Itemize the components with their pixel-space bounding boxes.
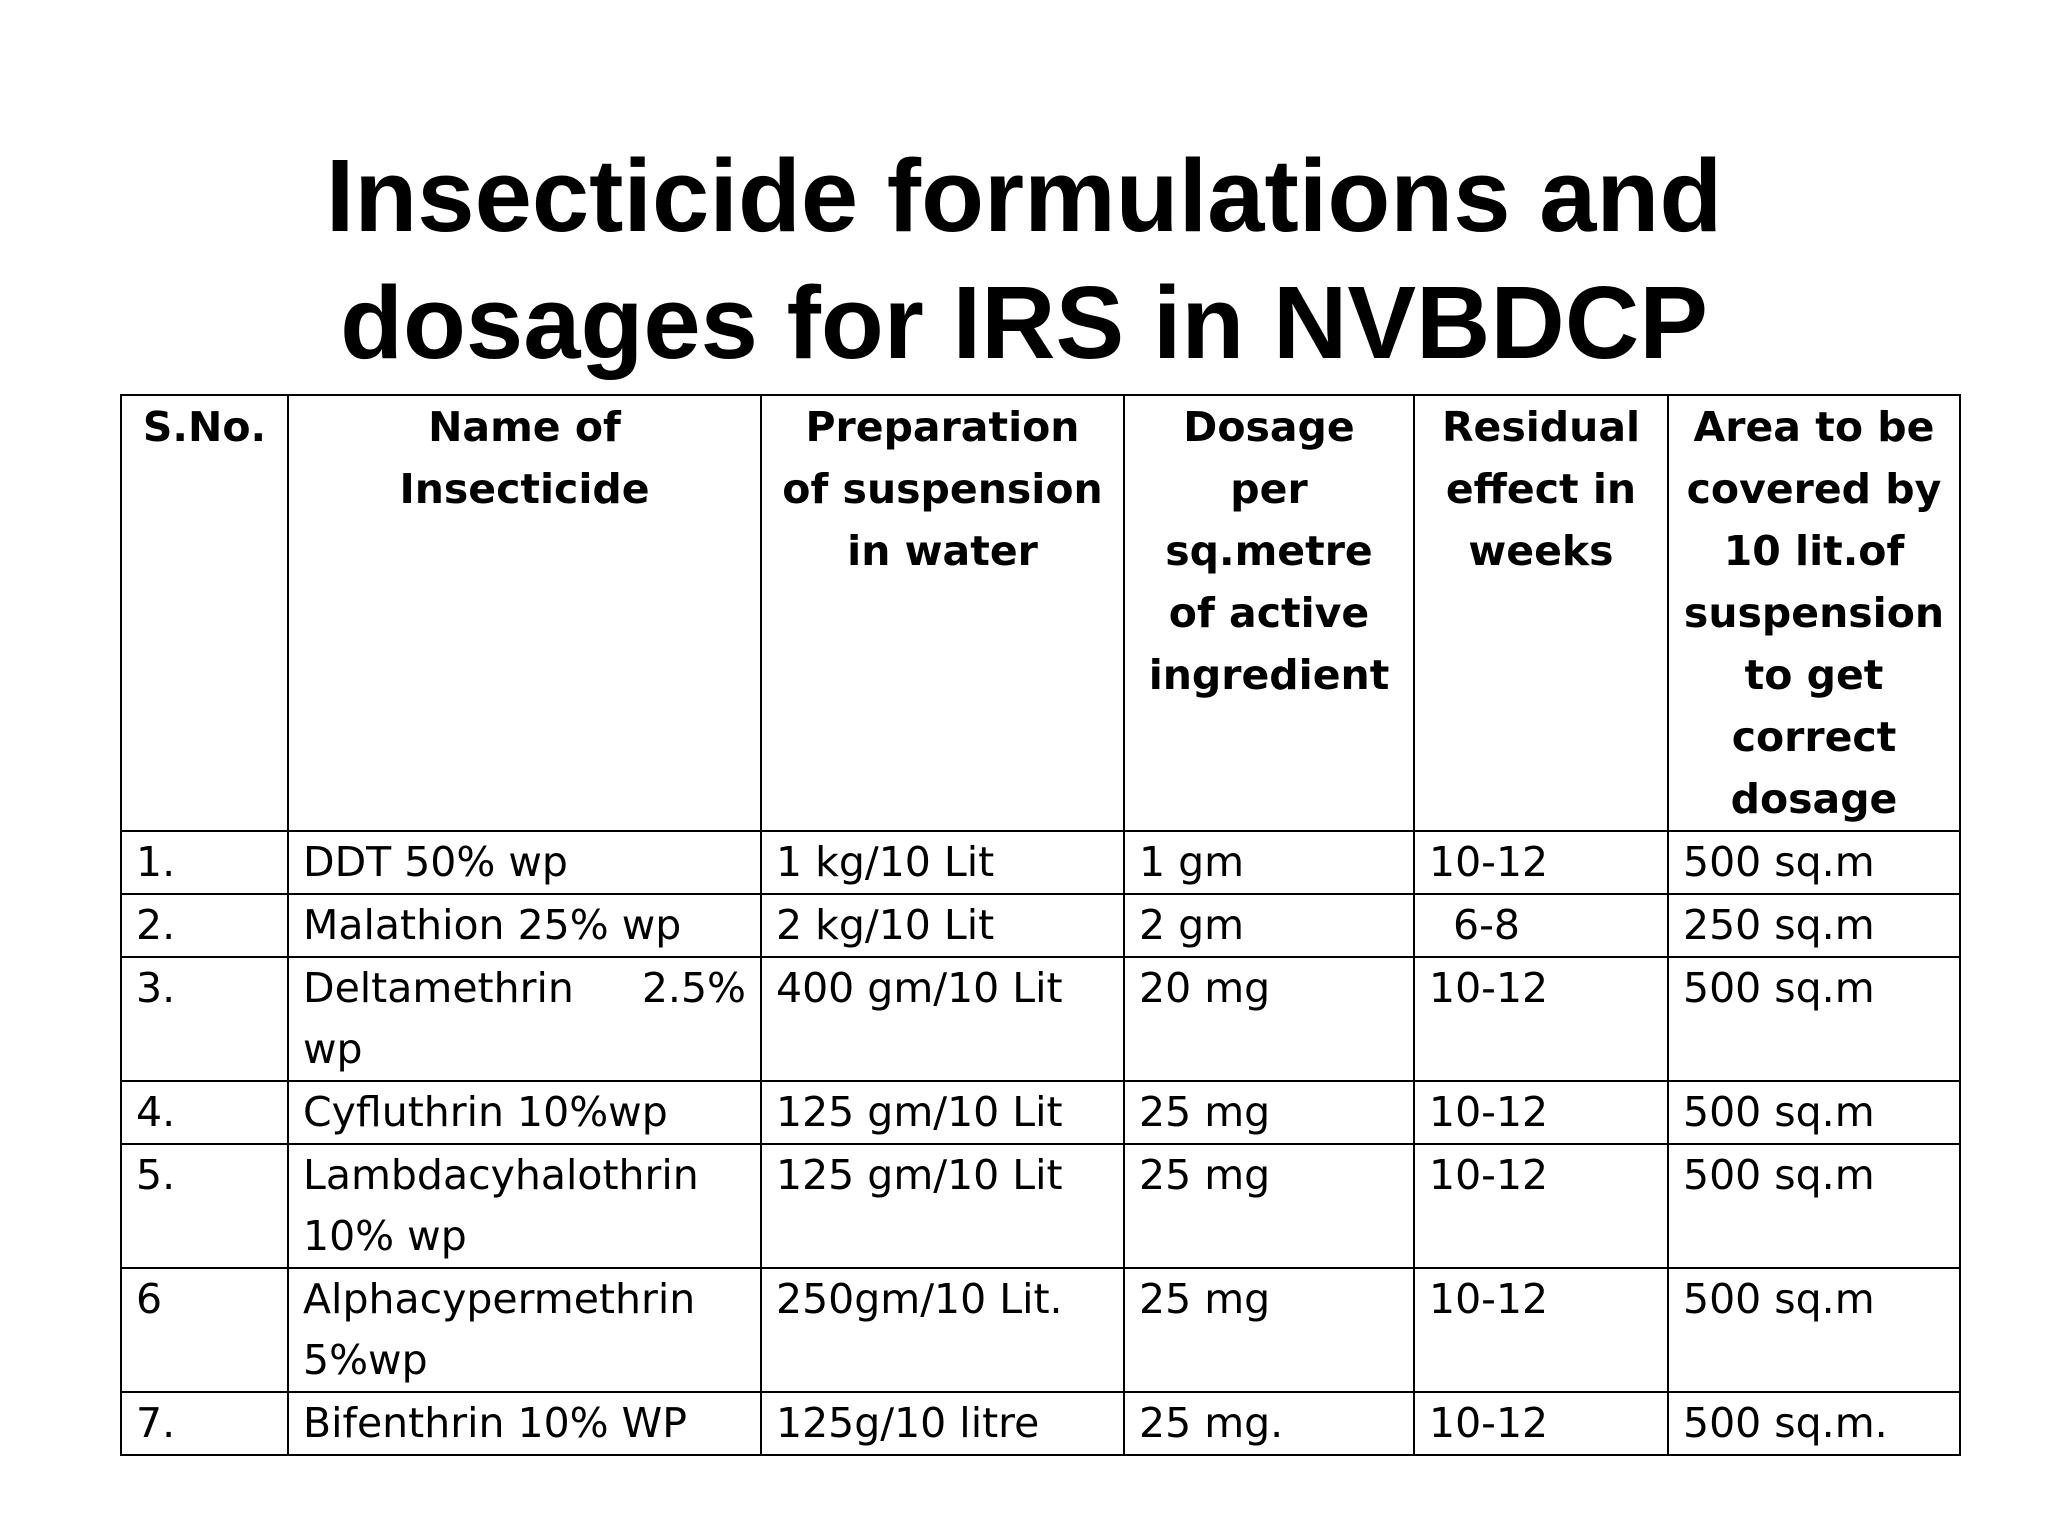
header-residual: Residual effect in weeks	[1414, 395, 1668, 831]
cell-name-part-2: 2.5%	[641, 964, 746, 1012]
header-sno: S.No.	[121, 395, 288, 831]
cell-area: 500 sq.m	[1668, 1081, 1960, 1144]
cell-dosage: 25 mg	[1124, 1268, 1414, 1392]
cell-dosage: 25 mg	[1124, 1144, 1414, 1268]
cell-residual: 6-8	[1414, 894, 1668, 957]
table-row	[121, 1268, 1960, 1392]
table-row	[121, 894, 1960, 957]
cell-area: 500 sq.m	[1668, 1144, 1960, 1268]
cell-area: 250 sq.m	[1668, 894, 1960, 957]
cell-residual: 10-12	[1414, 1268, 1668, 1392]
cell-name: Bifenthrin 10% WP	[288, 1392, 761, 1455]
cell-sno: 1.	[121, 831, 288, 894]
cell-sno: 3.	[121, 957, 288, 1081]
cell-sno: 5.	[121, 1144, 288, 1268]
cell-name-part-1: Deltamethrin	[303, 964, 574, 1012]
table-row	[121, 957, 1960, 1081]
header-name: Name of Insecticide	[288, 395, 761, 831]
cell-dosage: 2 gm	[1124, 894, 1414, 957]
header-preparation: Preparation of suspension in water	[761, 395, 1124, 831]
slide-title	[0, 132, 2048, 386]
table-header-row	[121, 395, 1960, 831]
header-area: Area to be covered by 10 lit.of suspension to get correct dosage	[1668, 395, 1960, 831]
cell-preparation: 125 gm/10 Lit	[761, 1144, 1124, 1268]
table-row	[121, 1144, 1960, 1268]
cell-preparation: 250gm/10 Lit.	[761, 1268, 1124, 1392]
cell-preparation: 2 kg/10 Lit	[761, 894, 1124, 957]
cell-name: DDT 50% wp	[288, 831, 761, 894]
cell-name: Alphacypermethrin 5%wp	[288, 1268, 761, 1392]
insecticide-table	[120, 394, 1961, 1456]
cell-preparation: 125 gm/10 Lit	[761, 1081, 1124, 1144]
cell-residual: 10-12	[1414, 957, 1668, 1081]
cell-area: 500 sq.m.	[1668, 1392, 1960, 1455]
cell-area: 500 sq.m	[1668, 831, 1960, 894]
cell-dosage: 20 mg	[1124, 957, 1414, 1081]
cell-preparation: 1 kg/10 Lit	[761, 831, 1124, 894]
cell-name-line-1	[303, 958, 746, 1019]
cell-dosage: 1 gm	[1124, 831, 1414, 894]
cell-name: Lambdacyhalothrin 10% wp	[288, 1144, 761, 1268]
cell-residual: 10-12	[1414, 1144, 1668, 1268]
cell-area: 500 sq.m	[1668, 957, 1960, 1081]
table-row	[121, 831, 1960, 894]
table-row	[121, 1392, 1960, 1455]
cell-residual: 10-12	[1414, 831, 1668, 894]
header-dosage: Dosage per sq.metre of active ingredient	[1124, 395, 1414, 831]
cell-sno: 2.	[121, 894, 288, 957]
cell-area: 500 sq.m	[1668, 1268, 1960, 1392]
cell-sno: 6	[121, 1268, 288, 1392]
cell-preparation: 125g/10 litre	[761, 1392, 1124, 1455]
cell-preparation: 400 gm/10 Lit	[761, 957, 1124, 1081]
cell-name: Cyfluthrin 10%wp	[288, 1081, 761, 1144]
cell-name-line-2: wp	[303, 1025, 363, 1073]
cell-sno: 4.	[121, 1081, 288, 1144]
cell-name: Malathion 25% wp	[288, 894, 761, 957]
slide-title-line-1: Insecticide formulations and	[325, 138, 1723, 253]
slide-title-line-2: dosages for IRS in NVBDCP	[340, 265, 1708, 380]
cell-dosage: 25 mg.	[1124, 1392, 1414, 1455]
cell-name	[288, 957, 761, 1081]
cell-sno: 7.	[121, 1392, 288, 1455]
cell-residual: 10-12	[1414, 1081, 1668, 1144]
table-row	[121, 1081, 1960, 1144]
cell-dosage: 25 mg	[1124, 1081, 1414, 1144]
cell-residual: 10-12	[1414, 1392, 1668, 1455]
